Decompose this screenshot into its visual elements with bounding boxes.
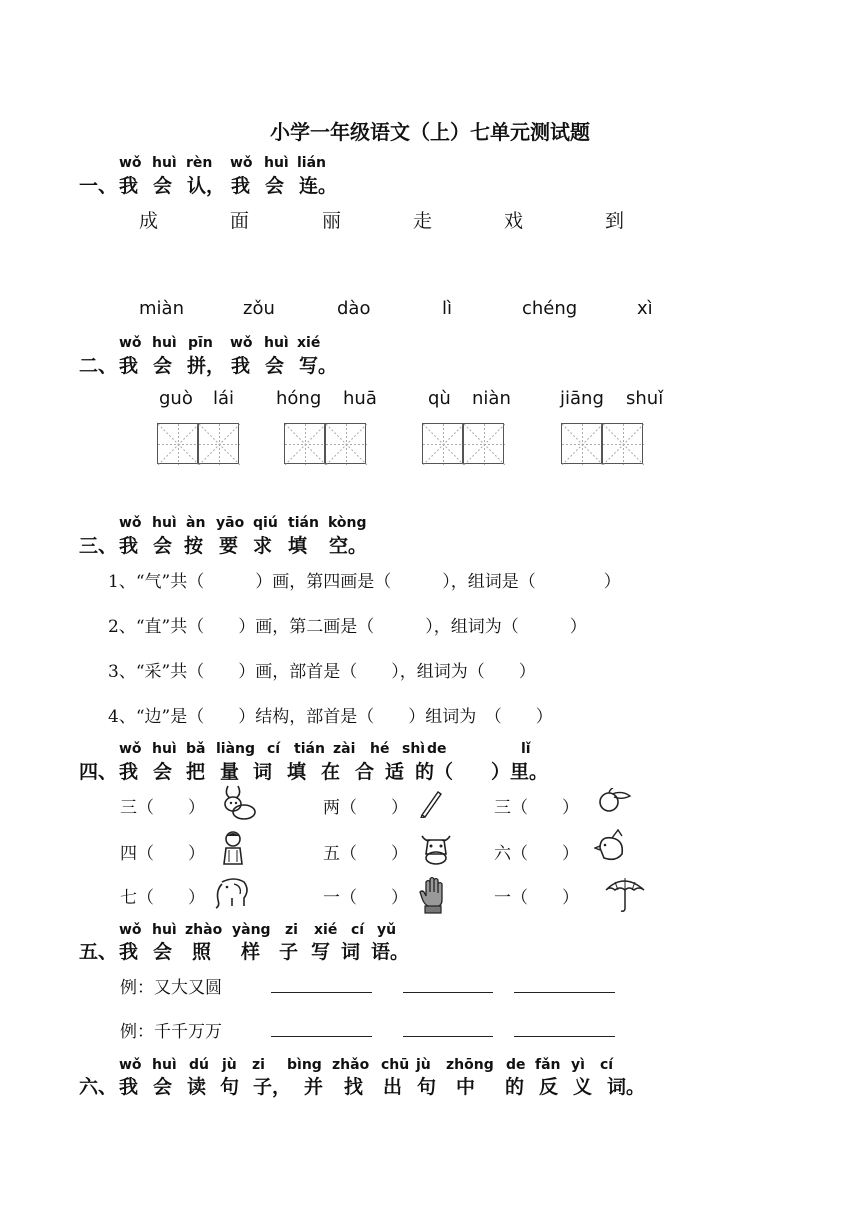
pinyin-syllable: huā xyxy=(343,388,377,409)
pinyin: de xyxy=(427,741,447,757)
pinyin: zhōng xyxy=(446,1057,494,1073)
pinyin: yàng xyxy=(232,922,271,938)
measure-item: 六（ ） xyxy=(494,844,579,864)
heading-char: 我 xyxy=(231,175,251,197)
pinyin: kòng xyxy=(328,515,367,531)
pinyin: wǒ xyxy=(119,1057,142,1073)
pinyin: cí xyxy=(267,741,281,757)
pinyin: bǎ xyxy=(186,741,206,757)
character: 丽 xyxy=(322,210,342,232)
pinyin-syllable: niàn xyxy=(472,388,511,409)
measure-item: 四（ ） xyxy=(120,844,205,864)
example-1: 例：又大又圆 xyxy=(120,978,222,998)
writing-box[interactable] xyxy=(325,423,366,464)
question-1: 1、“气”共（ ）画，第四画是（ ），组词是（ ） xyxy=(108,572,621,592)
hand-icon xyxy=(418,876,450,914)
child-icon xyxy=(218,830,248,866)
writing-box[interactable] xyxy=(157,423,198,464)
writing-box[interactable] xyxy=(198,423,239,464)
heading-char: 找 xyxy=(344,1076,364,1098)
heading-char: 我 xyxy=(119,175,139,197)
heading-char: 会 xyxy=(265,175,285,197)
heading-char: 我 xyxy=(119,1076,139,1098)
heading-char: 词 xyxy=(341,941,361,963)
heading-char: 并 xyxy=(304,1076,324,1098)
writing-box[interactable] xyxy=(561,423,602,464)
heading-char: 句 xyxy=(220,1076,240,1098)
pinyin: yāo xyxy=(216,515,245,531)
measure-item: 一（ ） xyxy=(494,888,579,908)
heading-char: 的（ xyxy=(415,761,454,783)
pinyin: huì xyxy=(152,335,177,351)
pinyin: zhǎo xyxy=(332,1057,370,1073)
heading-char: 求 xyxy=(253,535,273,557)
pinyin: àn xyxy=(186,515,206,531)
pinyin-option: dào xyxy=(337,298,371,319)
pinyin: bìng xyxy=(287,1057,322,1073)
pinyin: wǒ xyxy=(230,155,253,171)
section-number: 六、 xyxy=(79,1076,118,1098)
pinyin: wǒ xyxy=(230,335,253,351)
heading-char: ）里。 xyxy=(491,761,549,783)
pencil-icon xyxy=(418,788,444,818)
heading-char: 词 xyxy=(253,761,273,783)
heading-char: 写。 xyxy=(299,355,338,377)
pinyin-syllable: guò xyxy=(159,388,193,409)
pinyin: rèn xyxy=(186,155,213,171)
pinyin: qiú xyxy=(253,515,278,531)
pinyin-option: miàn xyxy=(139,298,184,319)
writing-box[interactable] xyxy=(422,423,463,464)
heading-char: 填 xyxy=(287,761,307,783)
writing-pinyin-row xyxy=(0,388,860,414)
umbrella-icon xyxy=(604,876,646,914)
heading-char: 在 xyxy=(321,761,341,783)
heading-char: 读 xyxy=(187,1076,207,1098)
pinyin: pīn xyxy=(188,335,213,351)
heading-char: 会 xyxy=(153,175,173,197)
heading-char: 填 xyxy=(288,535,308,557)
pinyin: xié xyxy=(297,335,321,351)
pinyin-syllable: shuǐ xyxy=(626,388,664,409)
answer-line[interactable] xyxy=(403,1036,493,1037)
pinyin: huì xyxy=(264,155,289,171)
pinyin: huì xyxy=(152,515,177,531)
pinyin: wǒ xyxy=(119,335,142,351)
character: 成 xyxy=(139,210,159,232)
pinyin-option: lì xyxy=(442,298,453,319)
heading-char: 义 xyxy=(573,1076,593,1098)
heading-char: 拼， xyxy=(187,355,226,377)
cow-icon xyxy=(418,832,454,866)
pinyin: hé xyxy=(370,741,390,757)
heading-char: 句 xyxy=(417,1076,437,1098)
heading-char: 会 xyxy=(153,1076,173,1098)
measure-item: 三（ ） xyxy=(120,798,205,818)
pinyin: huì xyxy=(152,1057,177,1073)
section-number: 二、 xyxy=(79,355,118,377)
heading-char: 把 xyxy=(186,761,206,783)
pinyin: wǒ xyxy=(119,922,142,938)
question-2: 2、“直”共（ ）画，第二画是（ ），组词为（ ） xyxy=(108,617,587,637)
character: 戏 xyxy=(504,210,524,232)
pinyin: wǒ xyxy=(119,155,142,171)
measure-item: 一（ ） xyxy=(323,888,408,908)
pinyin: wǒ xyxy=(119,515,142,531)
pinyin: liàng xyxy=(216,741,256,757)
heading-char: 我 xyxy=(119,355,139,377)
pinyin: fǎn xyxy=(535,1057,561,1073)
heading-char: 的 xyxy=(505,1076,525,1098)
section-number: 五、 xyxy=(79,941,118,963)
heading-char: 样 xyxy=(241,941,261,963)
character-row xyxy=(0,206,860,232)
heading-char: 我 xyxy=(119,535,139,557)
pinyin-syllable: jiāng xyxy=(560,388,604,409)
pinyin: tián xyxy=(294,741,325,757)
heading-char: 出 xyxy=(383,1076,403,1098)
pinyin: yǔ xyxy=(377,922,397,938)
pinyin: chū xyxy=(381,1057,410,1073)
measure-item: 七（ ） xyxy=(120,888,205,908)
section-number: 三、 xyxy=(79,535,118,557)
heading-char: 会 xyxy=(153,355,173,377)
heading-char: 适 xyxy=(385,761,405,783)
character: 面 xyxy=(230,210,250,232)
heading-char: 我 xyxy=(119,761,139,783)
heading-char: 我 xyxy=(231,355,251,377)
heading-char: 要 xyxy=(219,535,239,557)
pinyin: jù xyxy=(416,1057,431,1073)
pinyin: yì xyxy=(571,1057,585,1073)
section-number: 一、 xyxy=(79,175,118,197)
rabbit-icon xyxy=(218,784,258,820)
heading-char: 词。 xyxy=(607,1076,646,1098)
writing-box[interactable] xyxy=(602,423,643,464)
pinyin: huì xyxy=(264,335,289,351)
writing-box[interactable] xyxy=(463,423,504,464)
pinyin: shì xyxy=(402,741,426,757)
heading-char: 子 xyxy=(279,941,299,963)
heading-char: 我 xyxy=(119,941,139,963)
pinyin-syllable: hóng xyxy=(276,388,322,409)
pinyin: lián xyxy=(297,155,327,171)
heading-char: 合 xyxy=(355,761,375,783)
pinyin-syllable: qù xyxy=(428,388,451,409)
heading-char: 中 xyxy=(456,1076,476,1098)
heading-char: 认， xyxy=(187,175,226,197)
pinyin: wǒ xyxy=(119,741,142,757)
measure-item: 五（ ） xyxy=(323,844,408,864)
character: 走 xyxy=(413,210,433,232)
pinyin: huì xyxy=(152,922,177,938)
pinyin: lǐ xyxy=(521,741,531,757)
bird-icon xyxy=(594,828,630,866)
page-title: 小学一年级语文（上）七单元测试题 xyxy=(270,120,590,144)
pinyin: jù xyxy=(222,1057,237,1073)
measure-item: 两（ ） xyxy=(323,798,408,818)
pinyin: de xyxy=(506,1057,526,1073)
heading-char: 子， xyxy=(253,1076,292,1098)
character: 到 xyxy=(605,210,625,232)
heading-char: 反 xyxy=(539,1076,559,1098)
heading-char: 照 xyxy=(192,941,212,963)
question-4: 4、“边”是（ ）结构，部首是（ ）组词为 （ ） xyxy=(108,707,553,727)
pinyin: dú xyxy=(189,1057,209,1073)
writing-box[interactable] xyxy=(284,423,325,464)
pinyin: xié xyxy=(314,922,338,938)
heading-char: 写 xyxy=(311,941,331,963)
pinyin: cí xyxy=(600,1057,614,1073)
answer-line[interactable] xyxy=(514,992,615,993)
pinyin: tián xyxy=(288,515,319,531)
heading-char: 会 xyxy=(153,535,173,557)
pinyin-option: zǒu xyxy=(243,298,275,319)
pinyin: zài xyxy=(333,741,356,757)
section-number: 四、 xyxy=(79,761,118,783)
heading-char: 会 xyxy=(153,941,173,963)
pinyin-option: xì xyxy=(637,298,653,319)
answer-line[interactable] xyxy=(403,992,493,993)
question-3: 3、“采”共（ ）画，部首是（ ），组词为（ ） xyxy=(108,662,536,682)
example-2: 例：千千万万 xyxy=(120,1022,222,1042)
pinyin: huì xyxy=(152,155,177,171)
apple-icon xyxy=(594,788,634,814)
elephant-icon xyxy=(212,876,252,910)
answer-line[interactable] xyxy=(514,1036,615,1037)
pinyin: zi xyxy=(252,1057,265,1073)
pinyin: zi xyxy=(285,922,298,938)
measure-item: 三（ ） xyxy=(494,798,579,818)
heading-char: 会 xyxy=(265,355,285,377)
pinyin-option: chéng xyxy=(522,298,578,319)
heading-char: 空。 xyxy=(329,535,368,557)
answer-line[interactable] xyxy=(271,1036,372,1037)
pinyin: cí xyxy=(351,922,365,938)
heading-char: 会 xyxy=(153,761,173,783)
heading-char: 连。 xyxy=(299,175,338,197)
pinyin: zhào xyxy=(185,922,223,938)
pinyin-row xyxy=(0,298,860,324)
pinyin-syllable: lái xyxy=(213,388,235,409)
heading-char: 语。 xyxy=(371,941,410,963)
pinyin: huì xyxy=(152,741,177,757)
heading-char: 量 xyxy=(220,761,240,783)
answer-line[interactable] xyxy=(271,992,372,993)
heading-char: 按 xyxy=(184,535,204,557)
